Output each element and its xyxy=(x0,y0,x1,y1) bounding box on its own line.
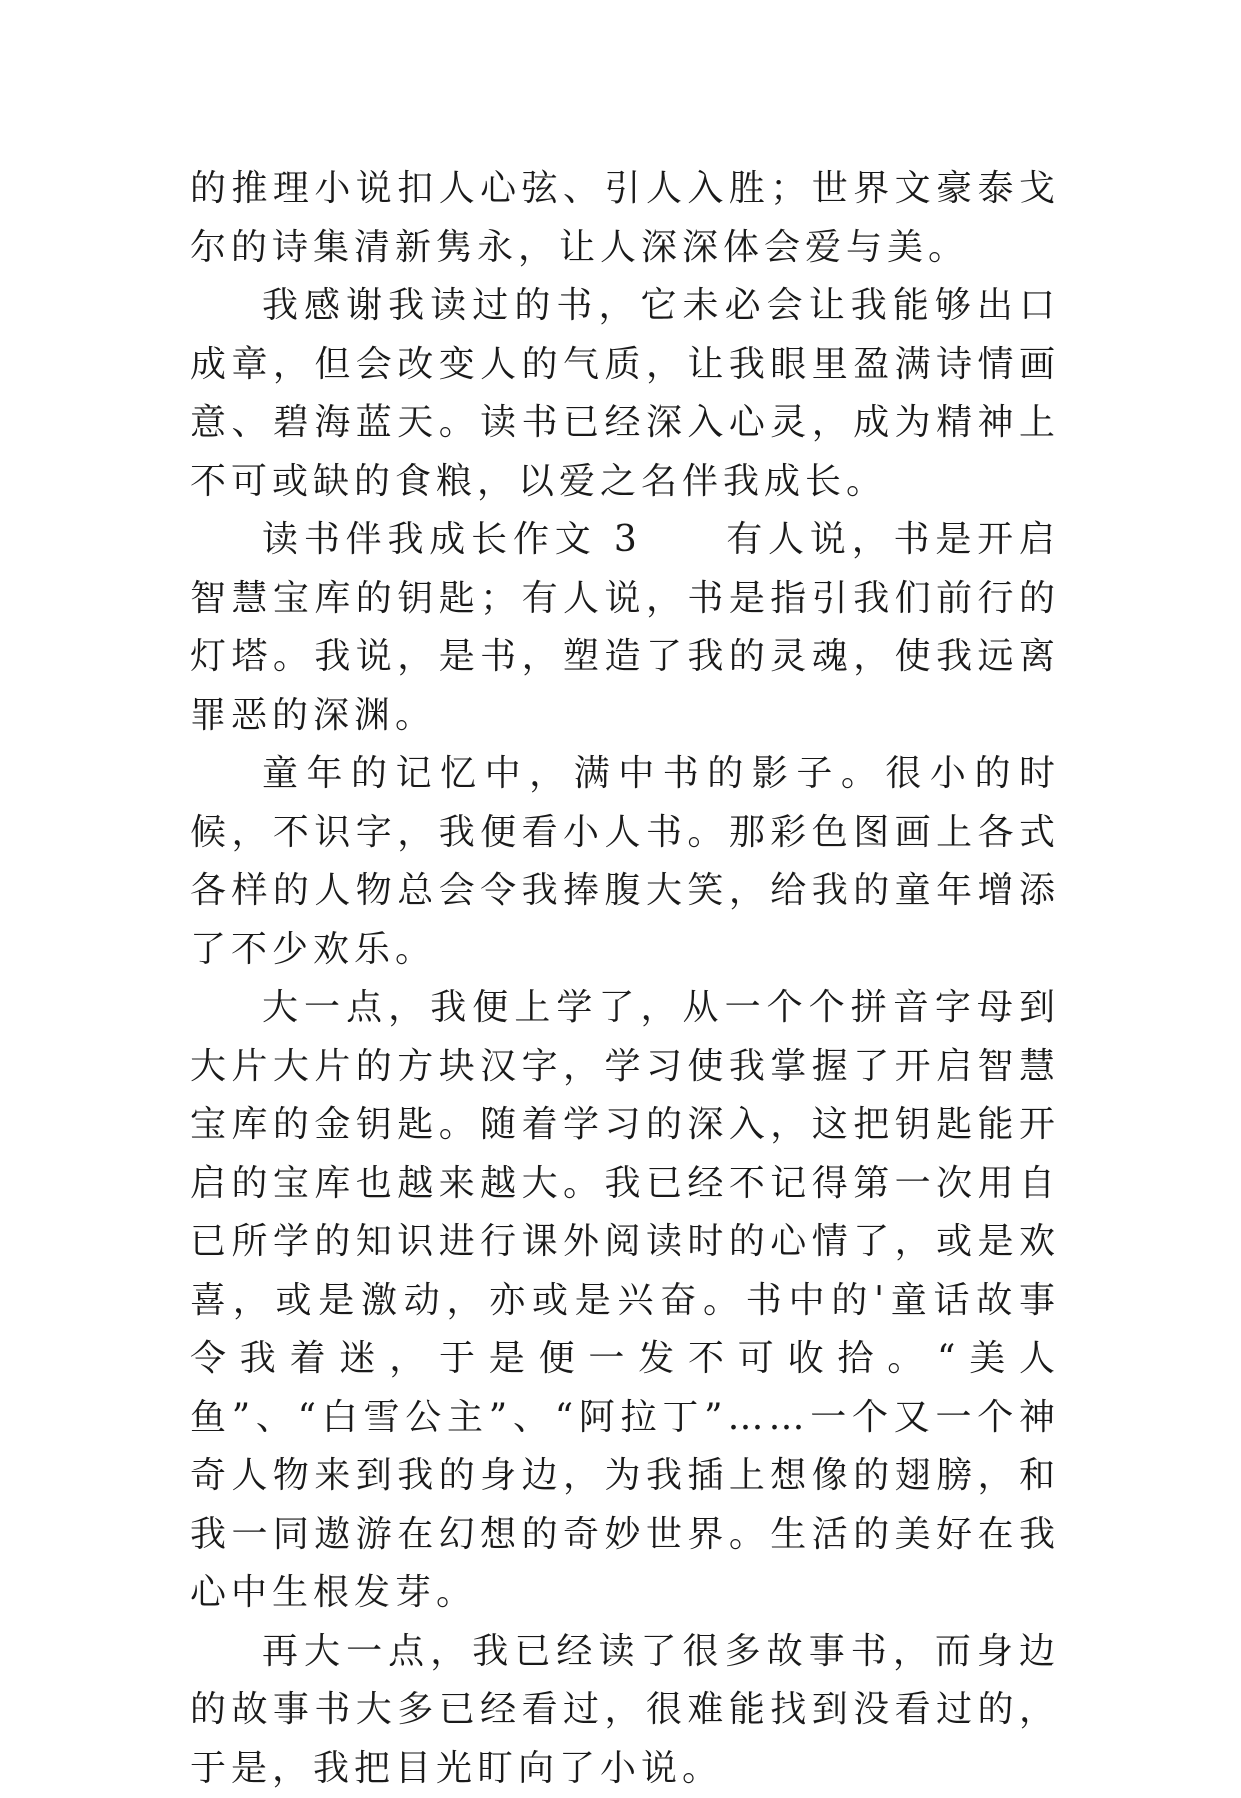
paragraph-6: 再大一点，我已经读了很多故事书，而身边的故事书大多已经看过，很难能找到没看过的，于是，我把目光盯向了小说。 xyxy=(190,1623,1060,1798)
document-body xyxy=(190,160,1060,1798)
paragraph-4: 童年的记忆中，满中书的影子。很小的时候，不识字，我便看小人书。那彩色图画上各式各样的人物总会令我捧腹大笑，给我的童年增添了不少欢乐。 xyxy=(190,745,1060,979)
paragraph-2: 我感谢我读过的书，它未必会让我能够出口成章，但会改变人的气质，让我眼里盈满诗情画意、碧海蓝天。读书已经深入心灵，成为精神上不可或缺的食粮，以爱之名伴我成长。 xyxy=(190,277,1060,511)
paragraph-3: 读书伴我成长作文 3 有人说，书是开启智慧宝库的钥匙；有人说，书是指引我们前行的灯塔。我说，是书，塑造了我的灵魂，使我远离罪恶的深渊。 xyxy=(190,511,1060,745)
paragraph-1: 的推理小说扣人心弦、引人入胜；世界文豪泰戈尔的诗集清新隽永，让人深深体会爱与美。 xyxy=(190,160,1060,277)
paragraph-5: 大一点，我便上学了，从一个个拼音字母到大片大片的方块汉字，学习使我掌握了开启智慧宝库的金钥匙。随着学习的深入，这把钥匙能开启的宝库也越来越大。我已经不记得第一次用自已所学的知识进行课外阅读时的心情了，或是欢喜，或是激动，亦或是兴奋。书中的'童话故事令我着迷，于是便一发不可收拾。“美人鱼”、“白雪公主”、“阿拉丁”……一个又一个神奇人物来到我的身边，为我插上想像的翅膀，和我一同遨游在幻想的奇妙世界。生活的美好在我心中生根发芽。 xyxy=(190,979,1060,1623)
